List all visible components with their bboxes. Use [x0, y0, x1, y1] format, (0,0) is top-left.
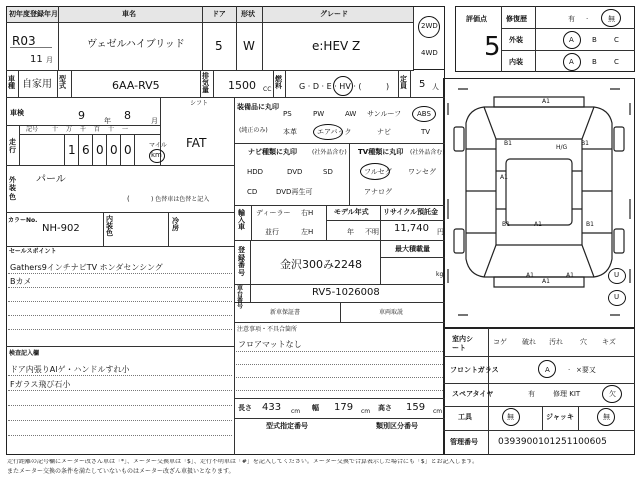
car-name-value: ヴェゼルハイブリッド [87, 39, 185, 50]
equipment-item: ABS [417, 110, 431, 118]
navi-sub: (社外品含む) [312, 149, 347, 156]
mileage-divider [78, 134, 79, 165]
registration-value: 金沢300み2248 [280, 258, 362, 271]
header-band [7, 7, 413, 22]
inspector-line-1: ドア内張りAlゲ・ハンドルすれ小 [10, 365, 130, 374]
inspection-year-unit: 年 [104, 117, 111, 125]
spare-lack: 欠 [609, 390, 616, 398]
km-label: km [151, 151, 162, 159]
import-parallel: 並行 [265, 228, 279, 236]
shape-value: W [243, 39, 255, 53]
door-value: 5 [215, 39, 223, 53]
exterior-label: 外装色 [9, 176, 16, 201]
interior-color-label: 内装色 [106, 215, 113, 237]
disp-value: 1500 [228, 79, 256, 92]
length-label: 長さ [238, 404, 252, 412]
inspection-year: 9 [78, 109, 85, 122]
repair-label: 修復歴 [506, 15, 527, 23]
mileage-divider [106, 134, 107, 165]
score-value: 5 [484, 32, 501, 62]
height-unit: cm [433, 408, 443, 415]
inspector-label: 検査記入欄 [9, 350, 40, 357]
use-value: 自家用 [22, 79, 52, 90]
mgmt-value: 0393900101251100605 [498, 437, 607, 447]
color-no-label: カラーNo. [8, 217, 38, 224]
mgmt-label: 管理番号 [450, 438, 478, 446]
grade-label: グレード [320, 10, 348, 18]
notes-label: 注意事項・不具合箇所 [237, 326, 298, 333]
equipment-item: 本革 [283, 128, 297, 136]
month-unit: 月 [46, 56, 53, 64]
int-grade: B [592, 58, 597, 66]
repair-yes: 有 [568, 15, 575, 23]
mileage-label: 走行 [9, 138, 16, 155]
drive-4wd: 4WD [421, 49, 438, 57]
diagram-label: B1 [504, 140, 512, 147]
cc-unit: CC [263, 86, 272, 93]
drive-2wd: 2WD [421, 22, 438, 30]
equipment-item: サンルーフ [367, 110, 402, 118]
mileage-unit: 百 [94, 126, 101, 133]
car-name-label: 車名 [122, 10, 136, 18]
first-reg-month: 11 [30, 54, 43, 65]
mileage-kiroku: 記号 [26, 126, 39, 133]
mileage-digit: 6 [82, 143, 90, 157]
navi-option: DVD [287, 168, 303, 176]
score-label: 評価点 [466, 15, 487, 23]
diagram-label: B1 [581, 140, 589, 147]
diagram-u-2: U [614, 293, 620, 301]
int-label: 内装 [509, 58, 523, 66]
registration-label: 登録番号 [238, 246, 245, 278]
car-damage-diagram [444, 79, 634, 327]
spare-label: スペアタイヤ [452, 390, 494, 398]
length-value: 433 [262, 402, 282, 413]
repair-dot: · [586, 15, 589, 23]
mileage-digit: 1 [68, 143, 76, 157]
navi-option: CD [247, 188, 258, 196]
shape-label: 形状 [241, 10, 255, 18]
seat-option: キズ [602, 338, 616, 346]
length-unit: cm [291, 408, 301, 415]
max-load-label: 最大積載量 [395, 245, 430, 253]
jack-label: ジャッキ [546, 413, 574, 421]
inspection-month-unit: 月 [151, 117, 158, 125]
shift-label: シフト [190, 100, 209, 107]
tools-label: 工具 [458, 413, 472, 421]
navi-label: ナビ種類に丸印 [248, 148, 297, 156]
mileage-digit: 0 [124, 143, 132, 157]
repair-no-circle [601, 9, 621, 27]
seat-label: 室内シート [452, 335, 473, 353]
seat-option: 破れ [522, 338, 536, 346]
recycle-value: 11,740 [394, 223, 429, 234]
disp-label: 排気量 [202, 72, 209, 94]
equipment-item: TV [421, 128, 431, 136]
mileage-unit: 千 [80, 126, 87, 133]
sales-point-1: Gathers9インチナビTV ホンダセンシング [10, 263, 163, 272]
diagram-label: H/G [556, 144, 568, 151]
repair-no: 無 [608, 15, 615, 23]
mileage-divider [134, 134, 135, 165]
front-glass-a-circle [538, 360, 556, 378]
diagram-u-1: U [614, 271, 620, 279]
footer-line-2: またメーター交換の条件を満たしていないものはメーター改ざん車扱いとなります。 [7, 468, 235, 475]
navi-option: HDD [247, 168, 264, 176]
ext-grade: B [592, 36, 597, 44]
manual: 車両取説 [379, 309, 404, 316]
mileage-divider [120, 134, 121, 165]
diagram-label: B1 [586, 221, 594, 228]
diagram-label: A1 [526, 272, 534, 279]
class-no-label: 類別区分番号 [376, 422, 418, 430]
mileage-divider [64, 134, 65, 165]
spare-kit: 修理 KIT [553, 390, 581, 398]
diagram-label: A1 [500, 174, 508, 181]
door-label: ドア [212, 10, 226, 18]
spare-lack-circle [602, 385, 622, 403]
diagram-label: A1 [566, 272, 574, 279]
capacity-value: 5 [419, 79, 426, 90]
import-left: 左H [301, 228, 314, 236]
mileage-unit: 十 [108, 126, 115, 133]
mileage-divider [92, 134, 93, 165]
sales-point-2: Bカメ [10, 277, 32, 286]
first-reg-label: 初年度登録年月 [9, 10, 58, 18]
sales-points-label: セールスポイント [9, 248, 57, 255]
max-load-unit: kg [436, 271, 444, 278]
import-dealer: ディーラー [256, 209, 291, 217]
diagram-label: B1 [502, 221, 510, 228]
diagram-label: A1 [534, 221, 542, 228]
tools-value: 無 [507, 413, 514, 421]
equipment-sub: (純正のみ) [239, 127, 268, 134]
footer-line-1: 走行距離の記号欄にメーター改ざん車は「*」、メーター交換車は「$」、走行不明車は「#」を記入してください。メーター交換で合算表示した場合にも「$」とお記入します。 [7, 459, 479, 465]
inspector-line-2: Fガラス飛び石小 [10, 380, 71, 389]
model-label: 型式 [59, 75, 66, 90]
inspection-month: 8 [124, 109, 131, 122]
first-reg-year: R03 [12, 34, 36, 48]
width-value: 179 [334, 402, 354, 413]
tv-sub: (社外品含む) [410, 149, 445, 156]
jack-value: 無 [603, 413, 610, 421]
capacity-label: 定員 [400, 75, 407, 90]
model-value: 6AA-RV5 [112, 79, 160, 92]
tv-option: フルセグ [364, 168, 392, 176]
width-unit: cm [361, 408, 371, 415]
model-year-year: 年 [347, 228, 354, 236]
equipment-item: エアバック [317, 128, 352, 136]
equipment-item: AW [345, 110, 357, 118]
width-label: 幅 [312, 404, 319, 412]
model-year-unknown: 不明 [365, 228, 379, 236]
ext-label: 外装 [509, 36, 523, 44]
ext-grade: A [569, 36, 574, 44]
int-grade: A [569, 58, 574, 66]
tv-option: ワンセグ [408, 168, 436, 176]
chassis-value: RV5-1026008 [312, 287, 380, 298]
seat-option: コゲ [493, 338, 507, 346]
equipment-item: ナビ [377, 128, 391, 136]
spare-yes: 有 [528, 390, 535, 398]
new-warranty: 新車保証書 [270, 309, 301, 316]
capacity-unit: 人 [432, 83, 439, 91]
mileage-unit: 一 [122, 126, 129, 133]
grade-value: e:HEV Z [312, 39, 361, 53]
mileage-unit: 十 [52, 126, 59, 133]
diagram-label: A1 [542, 98, 550, 105]
color-no-value: NH-902 [42, 223, 80, 234]
tv-option: アナログ [364, 188, 392, 196]
recycle-yen: 円 [437, 228, 444, 236]
equipment-item: PW [313, 110, 325, 118]
int-grade: C [614, 58, 619, 66]
type-no-label: 型式指定番号 [266, 422, 308, 430]
recycle-label: リサイクル預託金 [383, 208, 439, 216]
tools-circle [502, 408, 520, 426]
fuel-options: G · D · E · HV · ( [299, 82, 362, 91]
front-glass-a: A [545, 366, 550, 374]
type-label: 車種 [8, 75, 15, 90]
navi-option: SD [323, 168, 333, 176]
model-year-label: モデル年式 [334, 208, 369, 216]
inspection-label: 車検 [10, 109, 24, 117]
equipment-label: 装備品に丸印 [237, 103, 279, 111]
height-label: 高さ [378, 404, 392, 412]
fuel-hv-circle [333, 76, 353, 96]
front-glass-replace: ×要又 [576, 366, 596, 374]
mileage-digit: 0 [96, 143, 104, 157]
jack-circle [597, 408, 615, 426]
diagram-label: A1 [542, 278, 550, 285]
exterior-note: ) 色替車は色替と記入 [151, 196, 210, 203]
equipment-item: PS [283, 110, 292, 118]
tv-label: TV種類に丸印 [358, 148, 404, 156]
navi-option: DVD再生可 [276, 188, 313, 196]
ext-grade: C [614, 36, 619, 44]
chassis-label: 車台番号 [237, 285, 244, 310]
notes-line-1: フロアマットなし [238, 340, 302, 349]
import-label: 輸入車 [238, 209, 245, 231]
fuel-close: ) [386, 82, 390, 91]
front-glass-dot: · [568, 366, 571, 374]
cooling-label: 冷房 [172, 217, 179, 232]
seat-option: 汚れ [549, 338, 563, 346]
front-glass-label: フロントガラス [450, 366, 499, 374]
shift-value: FAT [186, 136, 207, 150]
mile-label: マイル [149, 142, 167, 149]
seat-option: 穴 [580, 338, 587, 346]
mileage-digit: 0 [110, 143, 118, 157]
height-value: 159 [406, 402, 426, 413]
import-right: 右H [301, 209, 314, 217]
mileage-unit: 万 [66, 126, 73, 133]
exterior-value: パール [36, 174, 66, 185]
exterior-note-prefix: ( [127, 195, 130, 203]
fuel-label: 燃料 [275, 75, 282, 90]
